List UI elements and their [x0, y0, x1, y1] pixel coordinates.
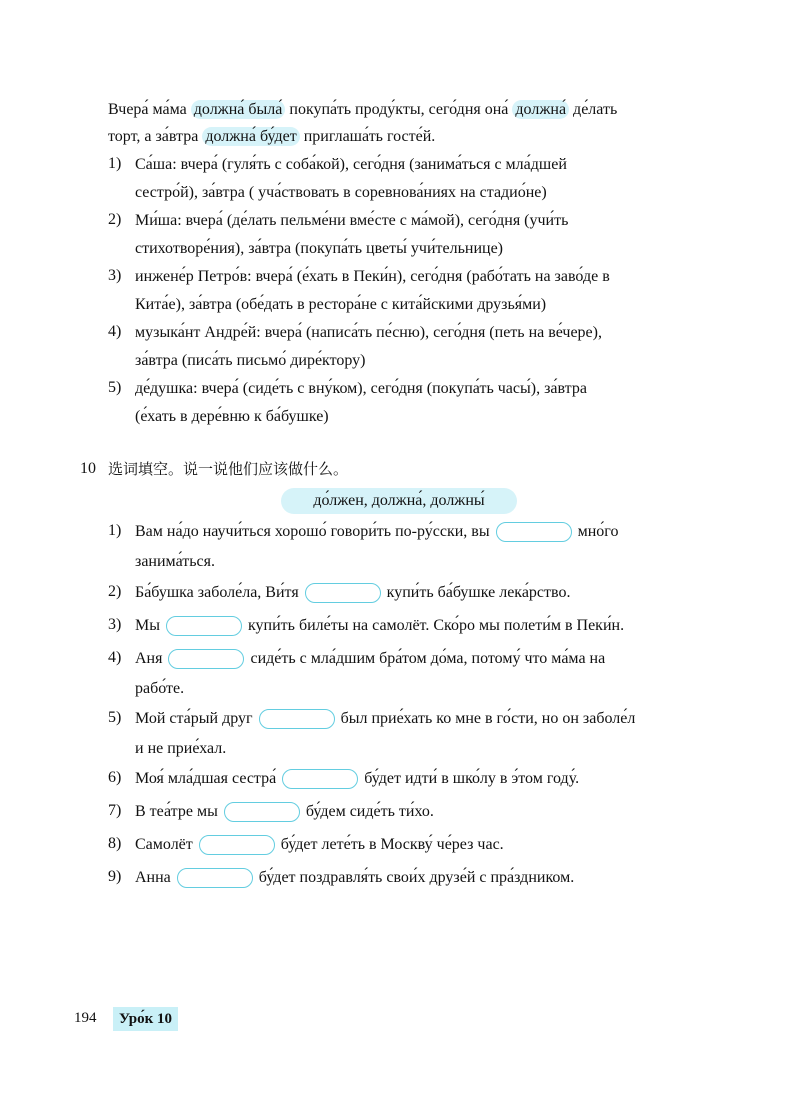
list-item-line: за́втра (писа́ть письмо́ дире́ктору): [135, 352, 366, 369]
item-number: 8): [108, 835, 122, 852]
item-number: 5): [108, 379, 122, 396]
item-number: 1): [108, 155, 122, 172]
answer-blank[interactable]: [282, 769, 358, 789]
list-item-line: инжене́р Петро́в: вчера́ (е́хать в Пеки́н), сего́дня (рабо́тать на заво́де в: [135, 268, 610, 285]
example-line-1: Вчера́ ма́ма должна́ была́ покупа́ть проду́кты, сего́дня она́ должна́ де́лать: [108, 101, 618, 118]
item-number: 9): [108, 868, 122, 885]
highlight-dolzhna-budet: должна́ бу́дет: [202, 127, 299, 146]
list-item-line: стихотворе́ния), за́втра (покупа́ть цветы́ учи́тельнице): [135, 240, 503, 257]
list-item-line: Са́ша: вчера́ (гуля́ть с соба́кой), сего́дня (занима́ться с мла́дшей: [135, 156, 567, 173]
list-item: Аня сиде́ть с мла́дшим бра́том до́ма, потому́ что ма́ма на: [135, 649, 605, 669]
answer-blank[interactable]: [496, 522, 572, 542]
list-item-line: и не прие́хал.: [135, 740, 227, 757]
page-number: 194: [74, 1010, 97, 1026]
item-number: 2): [108, 583, 122, 600]
answer-blank[interactable]: [224, 802, 300, 822]
item-number: 3): [108, 616, 122, 633]
answer-blank[interactable]: [168, 649, 244, 669]
item-number: 6): [108, 769, 122, 786]
lesson-label: Уро́к 10: [113, 1007, 178, 1031]
list-item-line: рабо́те.: [135, 680, 185, 697]
highlight-dolzhna-byla: должна́ была́: [191, 100, 286, 119]
item-number: 4): [108, 649, 122, 666]
list-item-line: занима́ться.: [135, 553, 215, 570]
list-item: Мой ста́рый друг был прие́хать ко мне в го́сти, но он заболе́л: [135, 709, 635, 729]
list-item-line: Кита́е), за́втра (обе́дать в рестора́не с кита́йскими друзья́ми): [135, 296, 547, 313]
item-number: 7): [108, 802, 122, 819]
answer-blank[interactable]: [259, 709, 335, 729]
list-item-line: де́душка: вчера́ (сиде́ть с вну́ком), сего́дня (покупа́ть часы́), за́втра: [135, 380, 587, 397]
list-item: Анна бу́дет поздравля́ть свои́х друзе́й с пра́здником.: [135, 868, 574, 888]
list-item: Моя́ мла́дшая сестра́ бу́дет идти́ в шко́лу в э́том году́.: [135, 769, 579, 789]
list-item: Ба́бушка заболе́ла, Ви́тя купи́ть ба́бушке лека́рство.: [135, 583, 570, 603]
exercise-number: 10: [80, 460, 96, 477]
answer-blank[interactable]: [199, 835, 275, 855]
list-item-line: (е́хать в дере́вню к ба́бушке): [135, 408, 329, 425]
item-number: 2): [108, 211, 122, 228]
example-line-2: торт, а за́втра должна́ бу́дет приглаша́ть госте́й.: [108, 128, 436, 145]
answer-blank[interactable]: [177, 868, 253, 888]
list-item: В теа́тре мы бу́дем сиде́ть ти́хо.: [135, 802, 434, 822]
item-number: 1): [108, 522, 122, 539]
list-item-line: музыка́нт Андре́й: вчера́ (написа́ть пе́сню), сего́дня (петь на ве́чере),: [135, 324, 602, 341]
answer-blank[interactable]: [305, 583, 381, 603]
answer-blank[interactable]: [166, 616, 242, 636]
exercise-instruction: 选词填空。说一说他们应该做什么。: [108, 460, 349, 478]
list-item: Мы купи́ть биле́ты на самолёт. Ско́ро мы полети́м в Пеки́н.: [135, 616, 624, 636]
list-item-line: Ми́ша: вчера́ (де́лать пельме́ни вме́сте с ма́мой), сего́дня (учи́ть: [135, 212, 569, 229]
item-number: 3): [108, 267, 122, 284]
list-item: Самолёт бу́дет лете́ть в Москву́ че́рез час.: [135, 835, 504, 855]
item-number: 5): [108, 709, 122, 726]
highlight-dolzhna: должна́: [512, 100, 569, 119]
list-item: Вам на́до научи́ться хорошо́ говори́ть по-ру́сски, вы мно́го: [135, 522, 618, 542]
item-number: 4): [108, 323, 122, 340]
word-bank: до́лжен, должна́, должны́: [281, 488, 517, 514]
list-item-line: сестро́й), за́втра ( уча́ствовать в соревнова́ниях на стадио́не): [135, 184, 547, 201]
